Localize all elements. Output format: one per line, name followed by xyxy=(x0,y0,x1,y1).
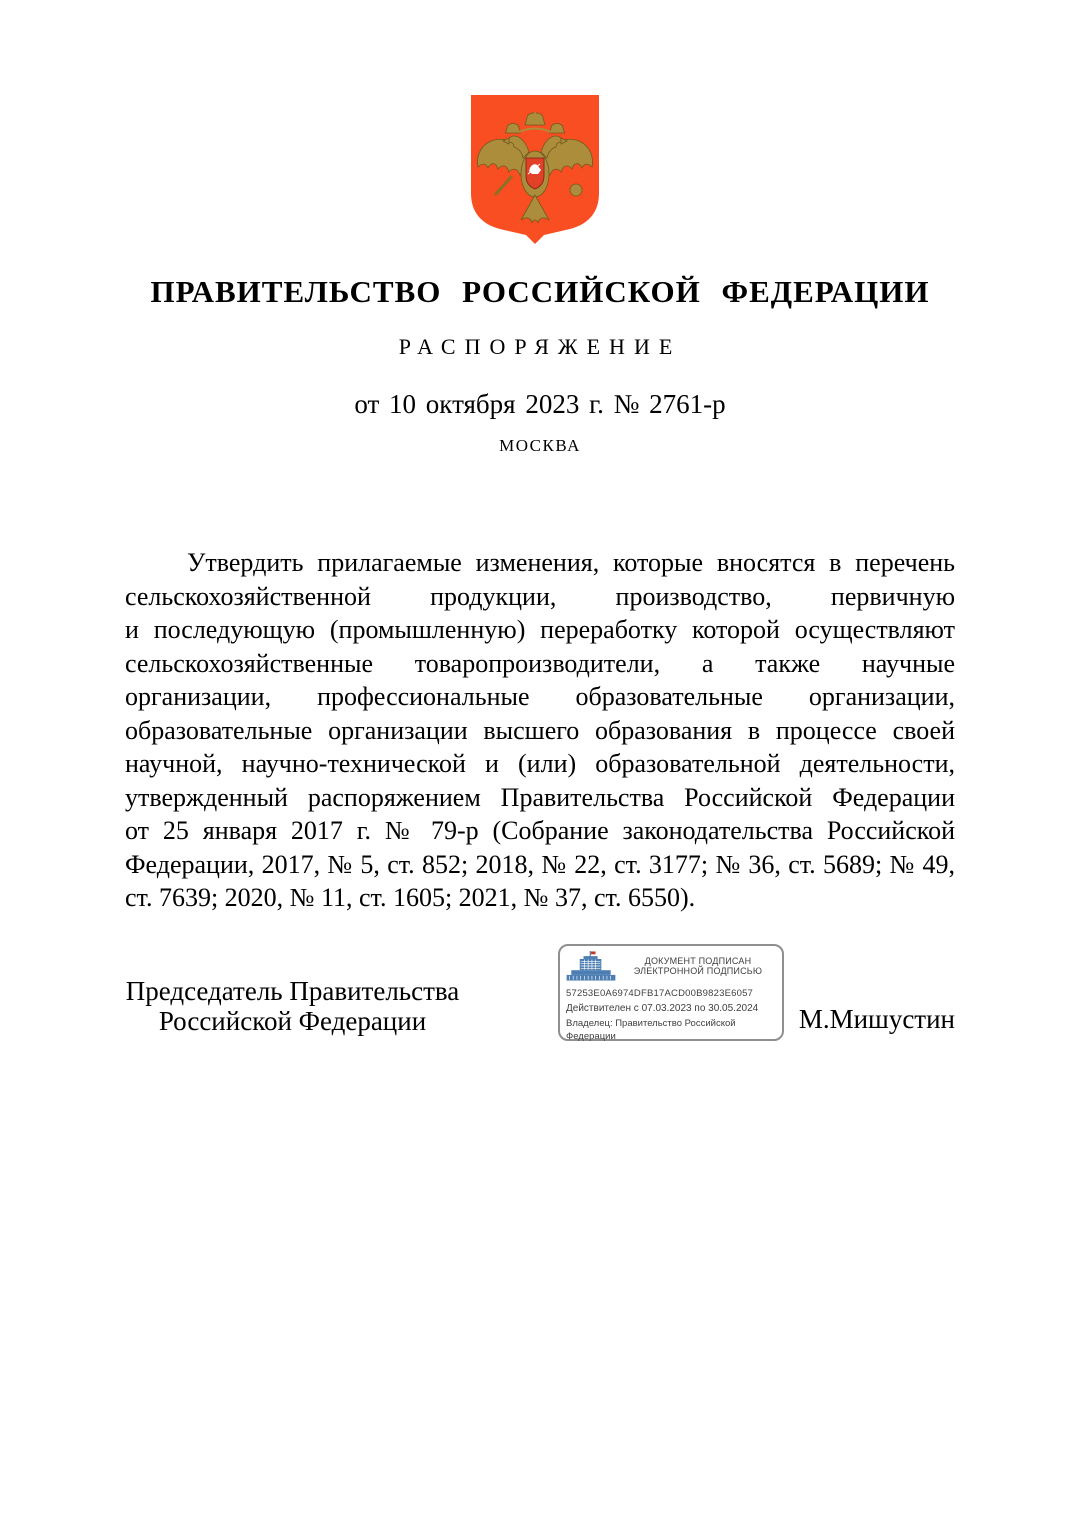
body-text-line: сельскохозяйственной продукции, производство, первичную xyxy=(125,581,955,611)
electronic-signature-stamp xyxy=(558,944,784,1041)
body-paragraph xyxy=(125,546,955,915)
doc-type-title: РАСПОРЯЖЕНИЕ xyxy=(398,334,682,359)
government-building-icon xyxy=(566,951,616,981)
signature-position-line1: Председатель Правительства xyxy=(125,976,460,1006)
body-text-line: образовательные организации высшего образования в процессе своей xyxy=(125,715,955,745)
body-text-line: организации, профессиональные образовательные организации, xyxy=(125,682,955,711)
coat-of-arms-icon xyxy=(465,92,605,246)
stamp-title xyxy=(622,956,774,977)
certificate-owner: Владелец: Правительство Российской Федерации xyxy=(566,1018,736,1042)
body-text-line: Утвердить прилагаемые изменения, которые вносятся в перечень xyxy=(187,548,955,577)
signature-position xyxy=(125,976,460,1036)
date-number-line: от 10 октября 2023 г. № 2761-р xyxy=(354,389,726,419)
body-text-line: от 25 января 2017 г. № 79-р (Собрание законодательства Российской xyxy=(125,816,955,845)
org-name: ПРАВИТЕЛЬСТВО РОССИЙСКОЙ ФЕДЕРАЦИИ xyxy=(150,274,930,309)
stamp-title-line2: ЭЛЕКТРОННОЙ ПОДПИСЬЮ xyxy=(633,966,763,976)
body-text-line: и последующую (промышленную) переработку которой осуществляют xyxy=(125,615,955,644)
double-headed-eagle-emblem xyxy=(465,92,605,246)
body-text-line: научной, научно-технической и (или) образовательной деятельности, xyxy=(125,749,955,778)
body-text-line: ст. 7639; 2020, № 11, ст. 1605; 2021, № 37, ст. 6550). xyxy=(125,883,696,912)
city-label: МОСКВА xyxy=(499,436,581,455)
stamp-title-line1: ДОКУМЕНТ ПОДПИСАН xyxy=(644,955,752,966)
body-text-line: Федерации, 2017, № 5, ст. 852; 2018, № 22, ст. 3177; № 36, ст. 5689; № 49, xyxy=(125,849,955,879)
signature-position-line2: Российской Федерации xyxy=(158,1006,427,1036)
signatory-name: М.Мишустин xyxy=(798,1004,955,1034)
stamp-header-row xyxy=(566,950,774,982)
certificate-number: 57253E0A6974DFB17ACD00B9823E6057 xyxy=(566,988,754,999)
body-text-line: утвержденный распоряжением Правительства Российской Федерации xyxy=(125,782,955,812)
certificate-validity: Действителен с 07.03.2023 по 30.05.2024 xyxy=(566,1003,759,1014)
body-text-line: сельскохозяйственные товаропроизводители, а также научные xyxy=(125,648,955,678)
